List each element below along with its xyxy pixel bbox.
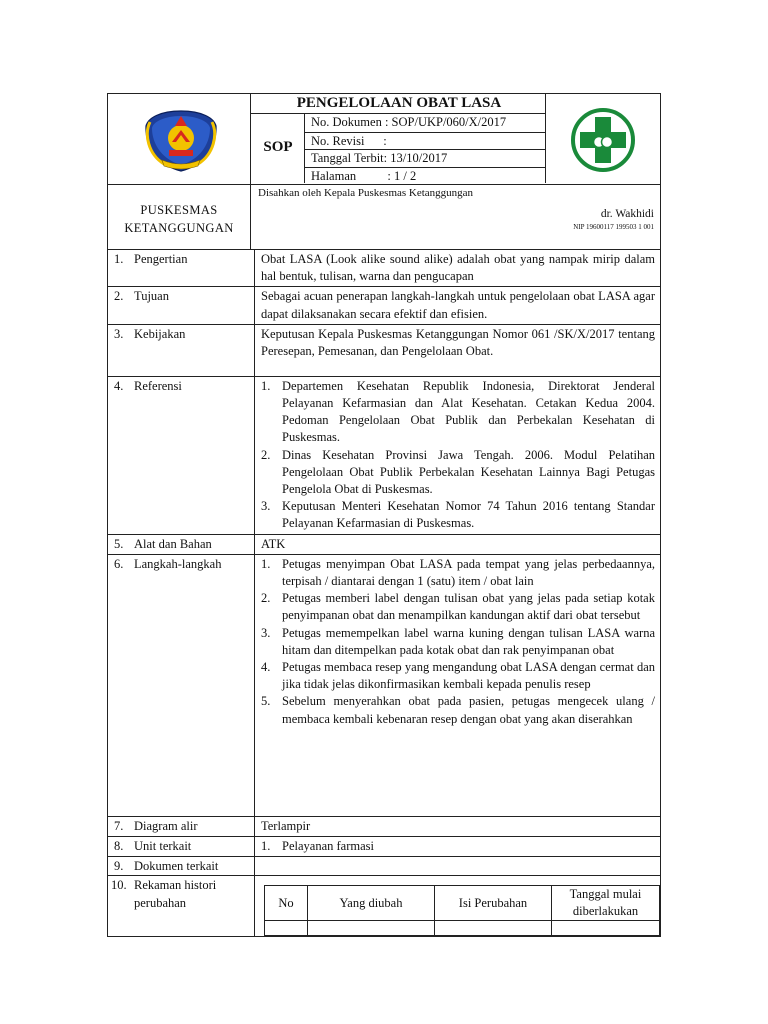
row-referensi: 4. Referensi 1. Departemen Kesehatan Republik Indonesia, Direktorat Jenderal Pelayanan Kefarmasian dan Alat Kesehatan. Cetakan Kedua 2004. Pedoman Pengelolaan Obat Publik dan Perbekalan Kesehatan di Puskesmas. 2. Dinas Kesehatan Provinsi Jawa Tengah. 2006. Modul Pelatihan Pengelolaan Obat Publik Perbekalan Kesehatan Lainnya Bagi Petugas Pengelola Obat di Puskesmas. 3. Keputusan Menteri Kesehatan Nomor 74 Tahun 2016 tentang Standar Pelayanan Kefarmasian di Puskesmas. bbox=[108, 376, 661, 534]
puskesmas-logo bbox=[570, 104, 636, 176]
row-dokumen: 9. Dokumen terkait bbox=[108, 857, 661, 876]
list-item: 4. Petugas membaca resep yang mengandung obat LASA dengan cermat dan jika tidak jelas dikonfirmasikan kembali kepada penulis resep bbox=[261, 660, 655, 692]
signer-name: dr. Wakhidi bbox=[600, 208, 654, 220]
row-tujuan: 2. Tujuan Sebagai acuan penerapan langkah-langkah untuk pengelolaan obat LASA agar dapat dilaksanakan secara efektif dan efisien. bbox=[108, 287, 661, 324]
approval-text: Disahkan oleh Kepala Puskesmas Ketanggungan bbox=[258, 187, 474, 199]
history-header-changed: Yang diubah bbox=[308, 886, 435, 921]
divider bbox=[108, 184, 660, 185]
table-row bbox=[265, 921, 660, 936]
table-cell bbox=[265, 921, 308, 936]
table-row bbox=[265, 886, 660, 921]
list-item: 1. Pelayanan farmasi bbox=[261, 839, 374, 854]
list-item: 1. Petugas menyimpan Obat LASA pada tempat yang jelas perbedaannya, terpisah / diantarai dengan 1 (satu) item / obat lain bbox=[261, 556, 655, 589]
table-cell bbox=[308, 921, 435, 936]
langkah-list bbox=[261, 556, 655, 728]
row-rekaman: 10. Rekaman histori perubahan No Yang diubah Isi Perubahan Tanggal mulai diberlakukan bbox=[108, 876, 661, 937]
row-unit: 8. Unit terkait 1. Pelayanan farmasi bbox=[108, 837, 661, 857]
row-kebijakan: 3. Kebijakan Keputusan Kepala Puskesmas Ketanggungan Nomor 061 /SK/X/2017 tentang Peresepan, Pemesanan, dan Pengelolaan Obat. bbox=[108, 324, 661, 376]
kebijakan-text: Keputusan Kepala Puskesmas Ketanggungan Nomor 061 /SK/X/2017 tentang Peresepan, Pemesanan, dan Pengelolaan Obat. bbox=[255, 324, 661, 376]
pengertian-text: Obat LASA (Look alike sound alike) adalah obat yang nampak mirip dalam hal bentuk, tulisan, warna dan pengucapan bbox=[255, 250, 661, 287]
tujuan-text: Sebagai acuan penerapan langkah-langkah untuk pengelolaan obat LASA agar dapat dilaksanakan secara efektif dan efisien. bbox=[255, 287, 661, 324]
list-item: 3. Petugas memempelkan label warna kuning dengan tulisan LASA warna hitam dan ditempelkan pada kotak obat dan rak penyimpanan obat bbox=[261, 625, 655, 657]
list-item: 2. Dinas Kesehatan Provinsi Jawa Tengah. 2006. Modul Pelatihan Pengelolaan Obat Publik Perbekalan Kesehatan Lainnya Bagi Petugas Pengelola Obat di Puskesmas. bbox=[261, 447, 655, 497]
sop-header bbox=[107, 93, 661, 250]
signer-nip: NIP 19600117 199503 1 001 bbox=[573, 223, 654, 231]
row-diagram: 7. Diagram alir Terlampir bbox=[108, 816, 661, 836]
organization-name: PUSKESMAS KETANGGUNGAN bbox=[124, 203, 234, 235]
dokumen-text bbox=[255, 857, 661, 876]
alat-text: ATK bbox=[255, 534, 661, 554]
table-cell bbox=[552, 921, 660, 936]
list-item: 3. Keputusan Menteri Kesehatan Nomor 74 Tahun 2016 tentang Standar Pelayanan Kefarmasian di Puskesmas. bbox=[261, 499, 655, 531]
history-header-content: Isi Perubahan bbox=[435, 886, 552, 921]
divider bbox=[250, 94, 251, 249]
history-header-date: Tanggal mulai diberlakukan bbox=[552, 886, 660, 921]
sop-label: SOP bbox=[263, 139, 293, 155]
referensi-list bbox=[261, 378, 655, 533]
table-cell bbox=[435, 921, 552, 936]
diagram-text: Terlampir bbox=[255, 816, 661, 836]
sop-page bbox=[107, 93, 661, 937]
document-number: No. Dokumen : SOP/UKP/060/X/2017 bbox=[311, 115, 507, 129]
list-item: 5. Sebelum menyerahkan obat pada pasien, petugas mengecek ulang / membaca kembali kebenaran resep dengan obat yang akan diserahkan bbox=[261, 694, 655, 726]
divider bbox=[304, 113, 305, 183]
list-item: 1. Departemen Kesehatan Republik Indonesia, Direktorat Jenderal Pelayanan Kefarmasian dan Alat Kesehatan. Cetakan Kedua 2004. Pedoman Pengelolaan Obat Publik dan Perbekalan Kesehatan di Puskesmas. bbox=[261, 378, 655, 445]
row-alat: 5. Alat dan Bahan ATK bbox=[108, 534, 661, 554]
history-header-no: No bbox=[265, 886, 308, 921]
history-table bbox=[264, 885, 660, 936]
list-item: 2. Petugas memberi label dengan tulisan obat yang jelas pada setiap kotak penyimpanan obat dan menampilkan kandungan aktif dari obat tersebut bbox=[261, 591, 655, 623]
revision-number: No. Revisi : bbox=[311, 134, 387, 148]
regency-emblem-logo bbox=[142, 108, 220, 174]
page-number: Halaman : 1 / 2 bbox=[311, 169, 417, 183]
row-pengertian: 1. Pengertian Obat LASA (Look alike sound alike) adalah obat yang nampak mirip dalam hal bentuk, tulisan, warna dan pengucapan bbox=[108, 250, 661, 287]
document-title: PENGELOLAAN OBAT LASA bbox=[296, 95, 502, 111]
sop-body-table bbox=[107, 249, 661, 937]
issue-date: Tanggal Terbit: 13/10/2017 bbox=[311, 151, 448, 165]
unit-list bbox=[261, 838, 655, 855]
row-langkah: 6. Langkah-langkah 1. Petugas menyimpan Obat LASA pada tempat yang jelas perbedaannya, terpisah / diantarai dengan 1 (satu) item / obat lain 2. Petugas memberi label dengan tulisan obat yang jelas pada setiap kotak penyimpanan obat dan menampilkan kandungan aktif dari obat tersebut 3. Petugas memempelkan label warna kuning dengan tulisan LASA warna hitam dan ditempelkan pada kotak obat dan rak penyimpanan obat 4. Petugas membaca resep yang mengandung obat LASA dengan cermat dan jika tidak jelas dikonfirmasikan kembali kepada penulis resep 5. Sebelum menyerahkan obat pada pasien, petugas mengecek ulang / membaca kembali kebenaran resep dengan obat yang akan diserahkan bbox=[108, 554, 661, 816]
